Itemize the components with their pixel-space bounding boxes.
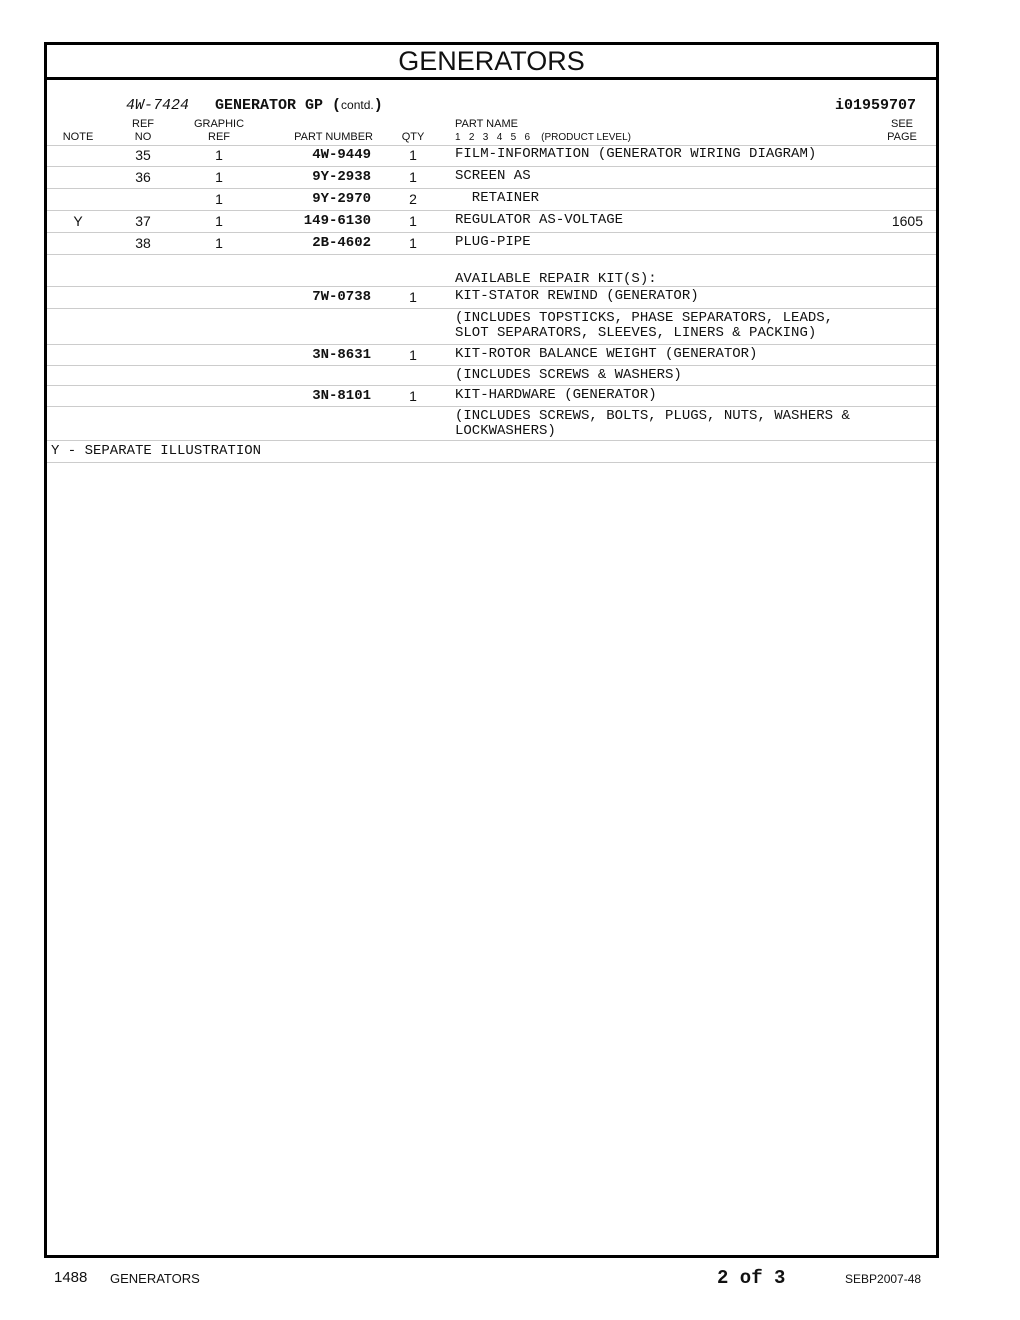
part-name-cell: RETAINER [455, 190, 540, 206]
part-name-cell: KIT-ROTOR BALANCE WEIGHT (GENERATOR) [455, 346, 758, 362]
part-number-cell: 3N-8631 [312, 347, 371, 363]
table-row [47, 386, 936, 407]
footnote-row [47, 441, 936, 463]
sheet-indicator: 2 of 3 [717, 1267, 786, 1289]
table-row [47, 233, 936, 255]
qty-cell: 1 [409, 388, 417, 404]
table-row [47, 189, 936, 211]
graphic-ref-cell: 1 [215, 169, 223, 185]
col-part-name [455, 118, 631, 144]
table-row [47, 167, 936, 189]
part-number-cell: 4W-9449 [312, 147, 371, 163]
page-title: GENERATORS [47, 45, 936, 80]
table-row [47, 145, 936, 167]
group-name [215, 97, 383, 114]
col-product-level: 1 2 3 4 5 6 (PRODUCT LEVEL) [455, 132, 631, 143]
part-number-cell: 9Y-2970 [312, 191, 371, 207]
col-graphic-ref-line1: GRAPHIC [193, 118, 245, 130]
col-part-name-line1: PART NAME [455, 118, 518, 130]
col-ref-no-line2: NO [134, 131, 152, 143]
part-name-cell: KIT-HARDWARE (GENERATOR) [455, 387, 657, 403]
ref-no-cell: 35 [135, 147, 151, 163]
part-number-cell: 7W-0738 [312, 289, 371, 305]
footnote: Y - SEPARATE ILLUSTRATION [51, 443, 262, 459]
illustration-id: i01959707 [834, 97, 916, 114]
note-cell: Y [73, 213, 83, 229]
qty-cell: 1 [409, 347, 417, 363]
part-name-cell: FILM-INFORMATION (GENERATOR WIRING DIAGRAM) [455, 146, 817, 162]
part-number-cell: 2B-4602 [312, 235, 371, 251]
col-graphic-ref [189, 118, 249, 144]
col-ref-no [125, 118, 161, 144]
qty-cell: 1 [409, 289, 417, 305]
part-name-cell: AVAILABLE REPAIR KIT(S): [455, 271, 657, 287]
part-number-cell: 149-6130 [303, 213, 371, 229]
qty-cell: 1 [409, 147, 417, 163]
part-name-cell: REGULATOR AS-VOLTAGE [455, 212, 624, 228]
table-row [47, 345, 936, 366]
graphic-ref-cell: 1 [215, 191, 223, 207]
graphic-ref-cell: 1 [215, 235, 223, 251]
table-row [47, 309, 936, 345]
document-id: SEBP2007-48 [845, 1272, 922, 1286]
col-graphic-ref-line2: REF [208, 131, 230, 143]
column-headers [47, 117, 936, 146]
ref-no-cell: 36 [135, 169, 151, 185]
part-name-cell: KIT-STATOR REWIND (GENERATOR) [455, 288, 699, 304]
group-number: 4W-7424 [126, 97, 190, 114]
footer-section: GENERATORS [110, 1271, 200, 1286]
table-row [47, 407, 936, 441]
qty-cell: 1 [409, 213, 417, 229]
table-row [47, 211, 936, 233]
group-name-text: GENERATOR GP ( [215, 97, 342, 114]
ref-no-cell: 38 [135, 235, 151, 251]
col-see-page-line2: PAGE [887, 131, 917, 143]
col-see-page [877, 118, 927, 144]
table-row [47, 366, 936, 386]
col-see-page-line1: SEE [890, 118, 913, 130]
qty-cell: 1 [409, 169, 417, 185]
see-page-cell: 1605 [891, 213, 923, 229]
graphic-ref-cell: 1 [215, 213, 223, 229]
group-header [47, 93, 936, 115]
page-number: 1488 [54, 1269, 88, 1286]
contd-label: contd. [341, 98, 374, 112]
part-name-cell: (INCLUDES SCREWS & WASHERS) [455, 367, 682, 383]
qty-cell: 1 [409, 235, 417, 251]
part-name-cell: SCREEN AS [455, 168, 531, 184]
col-part-number: PART NUMBER [294, 131, 373, 143]
parts-list-frame [44, 42, 939, 1258]
qty-cell: 2 [409, 191, 417, 207]
part-name-cell: (INCLUDES SCREWS, BOLTS, PLUGS, NUTS, WASHERS & LOCKWASHERS) [455, 408, 850, 439]
part-number-cell: 9Y-2938 [312, 169, 371, 185]
col-note: NOTE [62, 131, 94, 143]
page-footer [0, 1262, 1020, 1292]
parts-table [47, 145, 936, 463]
table-row [47, 287, 936, 309]
parts-rows [47, 145, 936, 441]
part-name-cell: PLUG-PIPE [455, 234, 531, 250]
table-row [47, 255, 936, 287]
col-qty: QTY [401, 131, 425, 143]
part-name-cell: (INCLUDES TOPSTICKS, PHASE SEPARATORS, LEADS, SLOT SEPARATORS, SLEEVES, LINERS & PACKING) [455, 310, 834, 341]
part-number-cell: 3N-8101 [312, 388, 371, 404]
col-ref-no-line1: REF [132, 118, 154, 130]
graphic-ref-cell: 1 [215, 147, 223, 163]
ref-no-cell: 37 [135, 213, 151, 229]
group-name-close: ) [373, 97, 383, 114]
